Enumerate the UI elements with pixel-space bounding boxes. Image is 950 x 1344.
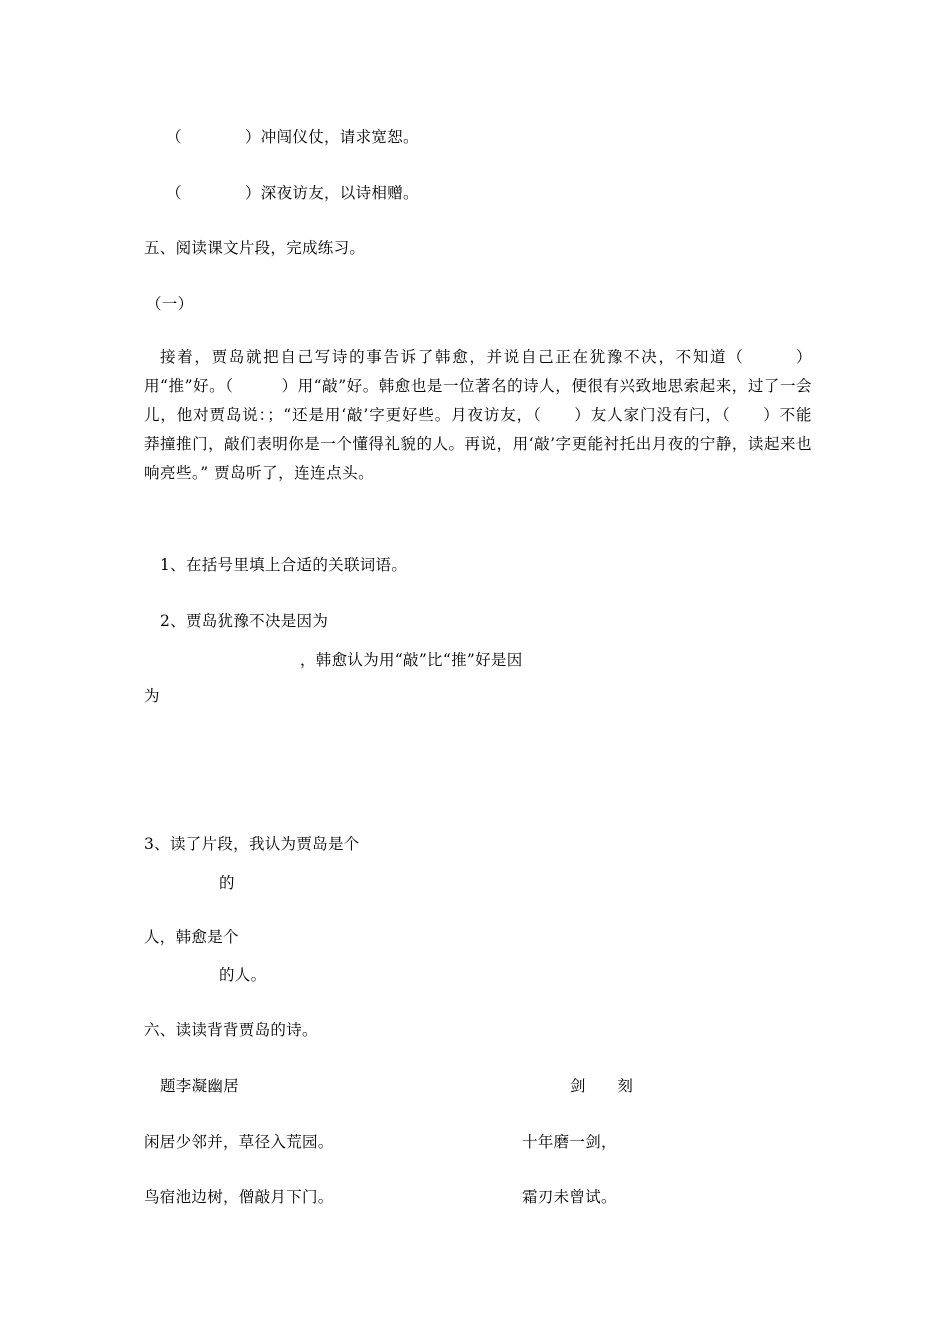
poem-1-line-2: 鸟宿池边树，僧敲月下门。 (144, 1188, 334, 1206)
question-2-part-b: ，韩愈认为用“敲”比“推”好是因 (300, 651, 523, 669)
poem-1-title: 题李凝幽居 (160, 1077, 240, 1095)
blank-line-2: （ ）深夜访友，以诗相赠。 (166, 184, 419, 202)
poem-2-line-2: 霜刃未曾试。 (522, 1188, 617, 1206)
poem-1-line-1: 闲居少邻并，草径入荒园。 (144, 1133, 334, 1151)
question-2-part-a: 2、贾岛犹豫不决是因为 (160, 612, 329, 630)
section-six-heading: 六、读读背背贾岛的诗。 (144, 1021, 318, 1039)
section-five-heading: 五、阅读课文片段，完成练习。 (144, 239, 366, 257)
poem-2-line-1: 十年磨一剑， (522, 1133, 617, 1151)
blank-line-1: （ ）冲闯仪仗，请求宽恕。 (166, 128, 419, 146)
question-3-part-a: 3、读了片段，我认为贾岛是个 (144, 835, 360, 853)
reading-passage (144, 343, 812, 488)
subsection-one-label: （一） (146, 295, 194, 313)
passage-text: 接着，贾岛就把自己写诗的事告诉了韩愈，并说自己正在犹豫不决，不知道（ ）用“推”好。（ ）用“敲”好。韩愈也是一位著名的诗人，便很有兴致地思索起来，过了一会儿，他对贾岛说：；“还是用‘敲’字更好些。月夜访友，（ ）友人家门没有闩，（ ）不能莽撞推门，敲们表明你是一个懂得礼貌的人。再说，用‘敲’字更能衬托出月夜的宁静，读起来也响亮些。” 贾岛听了，连连点头。 (144, 348, 812, 482)
question-2-part-c: 为 (144, 687, 160, 705)
poem-2-title: 剑 刻 (570, 1077, 634, 1095)
question-1: 1、在括号里填上合适的关联词语。 (160, 556, 408, 574)
question-3-part-d: 的人。 (219, 966, 267, 984)
question-3-part-b: 的 (219, 874, 235, 892)
question-3-part-c: 人，韩愈是个 (144, 928, 239, 946)
